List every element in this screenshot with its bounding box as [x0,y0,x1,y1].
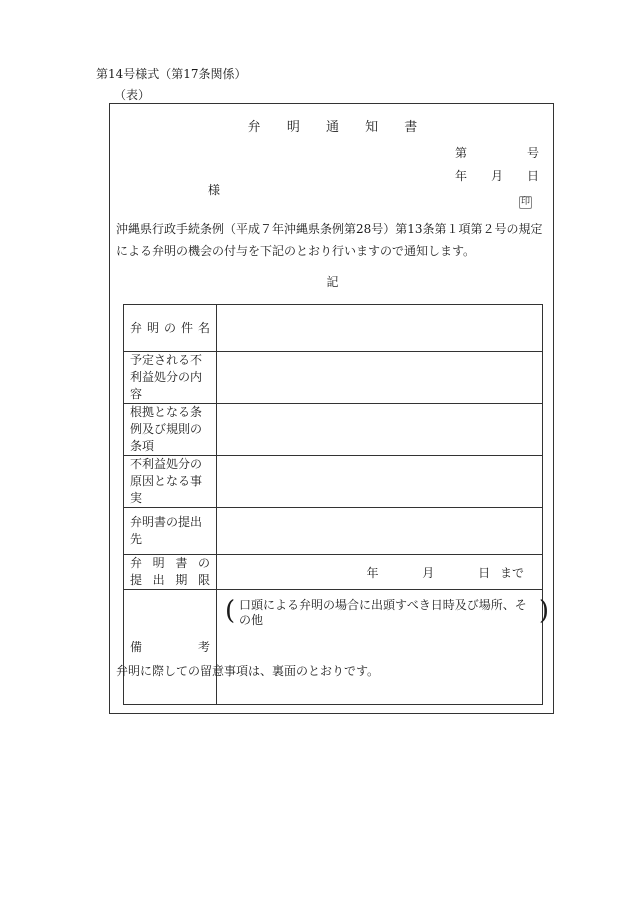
row-label-text [130,320,210,337]
row-label [124,590,217,705]
title-char: 弁 [247,120,261,135]
table-row [124,305,543,352]
deadline-date [366,564,524,581]
right-paren: ) [538,596,549,626]
number-suffix: 号 [527,146,540,160]
left-paren: ( [225,596,236,626]
label-char: 書 [175,556,188,570]
row-label: 根拠となる条例及び規則の条項 [124,404,217,456]
label-char: 明 [146,320,159,335]
form-number: 第14号様式（第17条関係） [96,67,247,81]
table-row [124,456,543,508]
table-row [124,590,543,705]
row-label [124,305,217,352]
row-value [217,508,543,555]
side-label: （表） [114,88,151,102]
row-label [124,555,217,590]
label-char: 明 [152,556,165,570]
deadline-month: 月 [422,566,435,580]
date-day: 日 [527,169,540,183]
label-char: 限 [197,573,210,587]
title-char: 通 [325,120,339,135]
number-prefix: 第 [455,146,468,160]
row-value [217,456,543,508]
row-label: 不利益処分の原因となる事実 [124,456,217,508]
ki-heading: 記 [326,275,339,289]
row-label: 予定される不利益処分の内容 [124,352,217,404]
notice-frame [109,103,554,714]
table-row [124,508,543,555]
label-char: の [197,556,210,570]
deadline-value [217,555,543,590]
remarks-label-right: 考 [197,639,210,654]
document-title [110,121,555,134]
remarks-note-text: 口頭による弁明の場合に出頭すべき日時及び場所、その他 [239,598,527,627]
notice-body: 沖縄県行政手続条例（平成７年沖縄県条例第28号）第13条第１項第２号の規定による弁明の機会の付与を下記のとおり行いますので通知します。 [116,222,543,258]
title-char: 明 [286,120,300,135]
footer-note: 弁明に際しての留意事項は、裏面のとおりです。 [116,664,380,678]
label-char: 期 [175,573,188,587]
deadline-day: 日 [478,566,491,580]
table-row [124,404,543,456]
addressee-suffix: 様 [208,183,221,197]
remarks-label-left: 備 [130,639,143,654]
deadline-label-line1 [130,555,210,572]
label-char: 件 [180,320,193,335]
label-char: の [163,320,176,335]
row-label: 弁明書の提出先 [124,508,217,555]
label-char: 弁 [130,320,143,335]
label-char: 出 [152,573,165,587]
row-value [217,404,543,456]
remarks-label [130,639,210,656]
table-row [124,352,543,404]
deadline-year: 年 [366,566,379,580]
row-value [217,352,543,404]
remarks-note [225,596,549,628]
title-char: 書 [404,120,418,135]
row-value [217,305,543,352]
date-year: 年 [455,169,468,183]
deadline-label-line2 [130,572,210,589]
label-char: 弁 [130,556,143,570]
title-char: 知 [365,120,379,135]
details-table [123,304,549,705]
label-char: 名 [197,320,210,335]
label-char: 提 [130,573,143,587]
seal-mark: 印 [520,197,530,207]
date-month: 月 [491,169,504,183]
table-row [124,555,543,590]
deadline-made: まで [499,566,524,580]
remarks-value [217,590,549,705]
